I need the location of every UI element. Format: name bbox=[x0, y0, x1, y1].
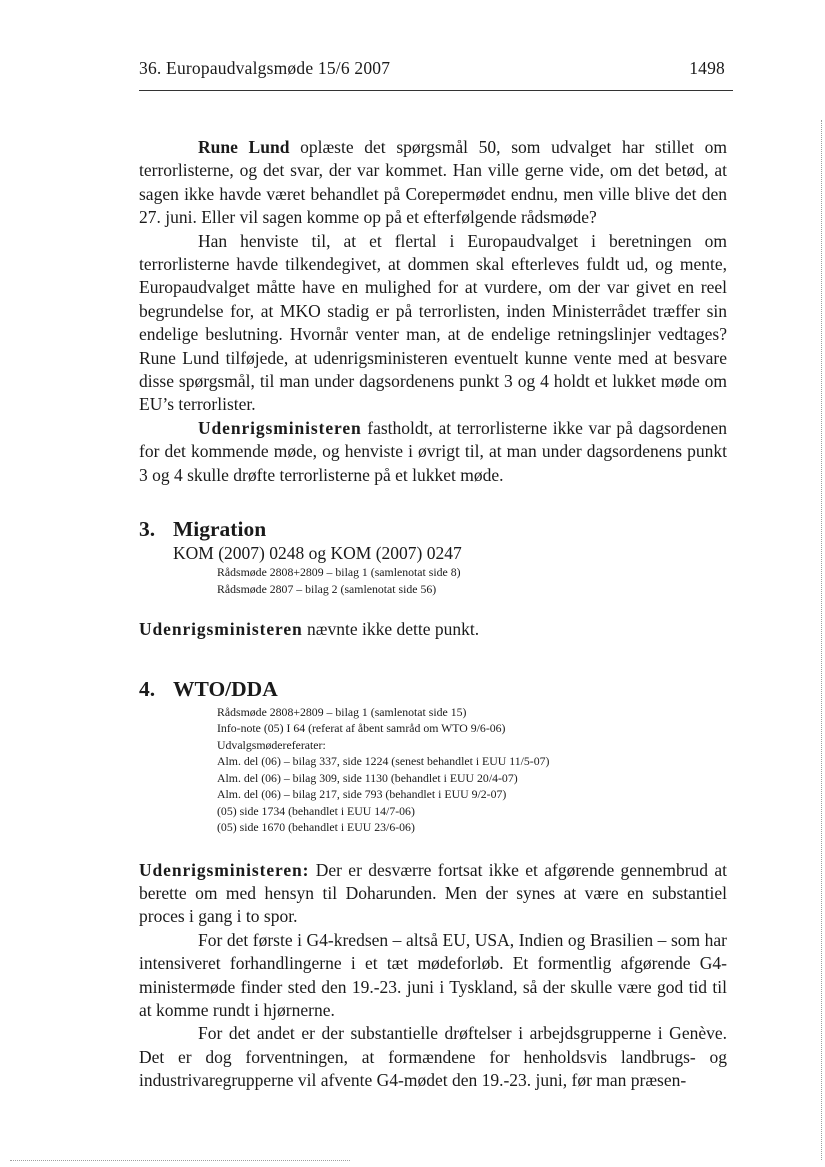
ref-item: (05) side 1734 (behandlet i EUU 14/7-06) bbox=[217, 803, 415, 818]
paragraph-text: fastholdt, at terrorlisterne ikke var på dagsordenen for det kommende møde, og henviste i øvrigt til, at man under dagsordenens punkt 3 og 4 skulle drøfte terrorlisterne på et lukket møde. bbox=[139, 417, 727, 485]
section-4-paragraph-3: For det andet er der substantielle drøftelser i arbejdsgrupperne i Genève. Det er dog forventningen, at formændene for henholdsvis landbrugs- og industrivaregrupperne vil afvente G4-mødet den 19.-23. juni, før man præsen- bbox=[139, 1023, 727, 1091]
paragraph-text: oplæste det spørgsmål 50, som udvalget har stillet om terrorlisterne, og det svar, der var kommet. Han ville gerne vide, om det betød, at sagen ikke havde været behandlet på Corepermødet endnu, men ville blive det den 27. juni. Eller vil sagen komme op på et efterfølgende rådsmøde? bbox=[139, 137, 727, 228]
scan-bottom-artifact bbox=[10, 1160, 350, 1161]
ref-item: Alm. del (06) – bilag 337, side 1224 (senest behandlet i EUU 11/5-07) bbox=[217, 754, 550, 768]
speaker-name: Rune Lund bbox=[198, 137, 290, 157]
section-4-refs bbox=[217, 704, 727, 836]
speaker-name: Udenrigsministeren bbox=[139, 619, 303, 640]
ref-item: Rådsmøde 2807 – bilag 2 (samlenotat side 56) bbox=[217, 581, 437, 596]
ref-item: Rådsmøde 2808+2809 – bilag 1 (samlenotat side 8) bbox=[217, 565, 461, 580]
ref-item: (05) side 1670 (behandlet i EUU 23/6-06) bbox=[217, 820, 415, 834]
header-title: 36. Europaudvalgsmøde 15/6 2007 bbox=[139, 58, 391, 78]
paragraph-text: nævnte ikke dette punkt. bbox=[302, 619, 480, 640]
section-4-paragraph-1 bbox=[139, 859, 727, 929]
section-title: Migration bbox=[173, 517, 267, 542]
intro-paragraph-2: Han henviste til, at et flertal i Europaudvalget i beretningen om terrorlisterne havde tilkendegivet, at dommen skal efterleves fuldt ud, og mente, Europaudvalget måtte have en mulighed for at vurdere, om der var givet en reel begrundelse for, at MKO stadig er på terrorlisten, inden Ministerrådet træffer sin endelige beslutning. Hvornår venter man, at de endelige retningslinjer vedtages? Rune Lund tilføjede, at udenrigsministeren eventuelt kunne vente med at besvare disse spørgsmål, til man under dagsordenens punkt 3 og 4 holdt et lukket møde om EU’s terrorlister. bbox=[139, 230, 727, 415]
speaker-name: Udenrigsministeren: bbox=[139, 859, 310, 880]
section-3-heading bbox=[139, 516, 727, 542]
section-number: 4. bbox=[139, 676, 156, 701]
header-divider bbox=[139, 90, 733, 91]
section-3-paragraph bbox=[139, 618, 727, 641]
ref-item: Udvalgsmødereferater: bbox=[217, 737, 326, 752]
speaker-name: Udenrigsministeren bbox=[198, 417, 362, 438]
section-title: WTO/DDA bbox=[173, 676, 278, 701]
section-4-heading bbox=[139, 676, 727, 702]
intro-paragraph-1 bbox=[139, 136, 727, 230]
ref-item: Alm. del (06) – bilag 217, side 793 (behandlet i EUU 9/2-07) bbox=[217, 787, 507, 801]
ref-item: Rådsmøde 2808+2809 – bilag 1 (samlenotat side 15) bbox=[217, 704, 467, 719]
scan-edge-artifact bbox=[820, 120, 822, 1160]
page-number: 1498 bbox=[689, 58, 725, 78]
paragraph-text: Der er desværre fortsat ikke et afgørende gennembrud at berette om med hensyn til Doharunden. Men der synes at være en substantiel proces i gang i to spor. bbox=[139, 859, 727, 927]
section-3-ref: KOM (2007) 0248 og KOM (2007) 0247 bbox=[173, 543, 462, 564]
section-number: 3. bbox=[139, 517, 156, 542]
page-header bbox=[139, 58, 731, 79]
ref-item: Info-note (05) I 64 (referat af åbent samråd om WTO 9/6-06) bbox=[217, 721, 506, 735]
ref-item: Alm. del (06) – bilag 309, side 1130 (behandlet i EUU 20/4-07) bbox=[217, 770, 518, 785]
section-3-refs bbox=[217, 564, 727, 597]
intro-paragraph-3 bbox=[139, 417, 727, 487]
document-body bbox=[139, 136, 727, 1093]
section-4-paragraph-2: For det første i G4-kredsen – altså EU, USA, Indien og Brasilien – som har intensiveret forhandlingerne i et tæt mødeforløb. Et formentlig afgørende G4-ministermøde finder sted den 19.-23. juni i Tyskland, så der skulle være god tid til at komme rundt i hjørnerne. bbox=[139, 929, 727, 1020]
